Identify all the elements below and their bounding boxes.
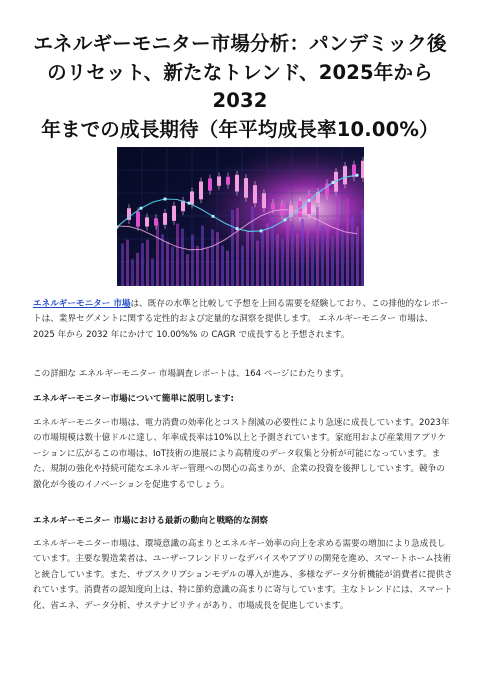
page-title — [28, 30, 452, 144]
title-line-1: エネルギーモニター市場分析：パンデミック後 — [33, 32, 447, 55]
hero-chart-image — [117, 147, 364, 286]
section2-body: エネルギーモニター市場は、環境意識の高まりとエネルギー効率の向上を求める需要の増加により急成長しています。主要な製造業者は、ユーザーフレンドリーなデバイスやアプリの開発を進め、スマートホーム技術と統合しています。また、サブスクリプションモデルの導入が進み、多様なデータ分析機能が消費者に提供されています。消費者の認知度向上は、特に節約意識の高まりに寄与しています。主なトレンドには、スマート化、省エネ、データ分析、サステナビリティがあり、市場成長を促進しています。 — [33, 539, 453, 611]
market-link[interactable]: エネルギーモニター 市場 — [33, 299, 131, 309]
financial-chart-illustration-icon — [117, 147, 364, 286]
intro-paragraph — [33, 297, 453, 343]
pages-note: この詳細な エネルギーモニター 市場調査レポートは、164 ページにわたります。 — [33, 369, 349, 379]
title-line-3: 年までの成長期待（年平均成長率10.00%） — [41, 117, 439, 141]
section1-body: エネルギーモニター市場は、電力消費の効率化とコスト削減の必要性により急速に成長しています。2023年の市場規模は数十億ドルに達し、年率成長率は10%以上と予測されています。家庭用および産業用アプリケーションに広がるこの市場は、IoT技術の進展により高精度のデータ収集と分析が可能になっています。また、規制の強化や持続可能なエネルギー管理への関心の高まりが、企業の投資を後押ししています。競争の激化が今後のイノベーションを促進するでしょう。 — [33, 418, 450, 490]
intro-text: は、既存の水準と比較して予想を上回る需要を経験しており、この排他的なレポートは、業界セグメントに関する定性的および定量的な洞察を提供します。 エネルギーモニター 市場は、2025 年から 2032 年にかけて 10.00%% の CAGR で成長すると予想されます。 — [33, 299, 449, 340]
title-line-2: のリセット、新たなトレンド、2025年から2032 — [47, 60, 433, 112]
section1-heading: エネルギーモニター市場について簡単に説明します: — [33, 394, 234, 404]
section2-heading: エネルギーモニター 市場における最新の動向と戦略的な洞察 — [33, 516, 269, 526]
